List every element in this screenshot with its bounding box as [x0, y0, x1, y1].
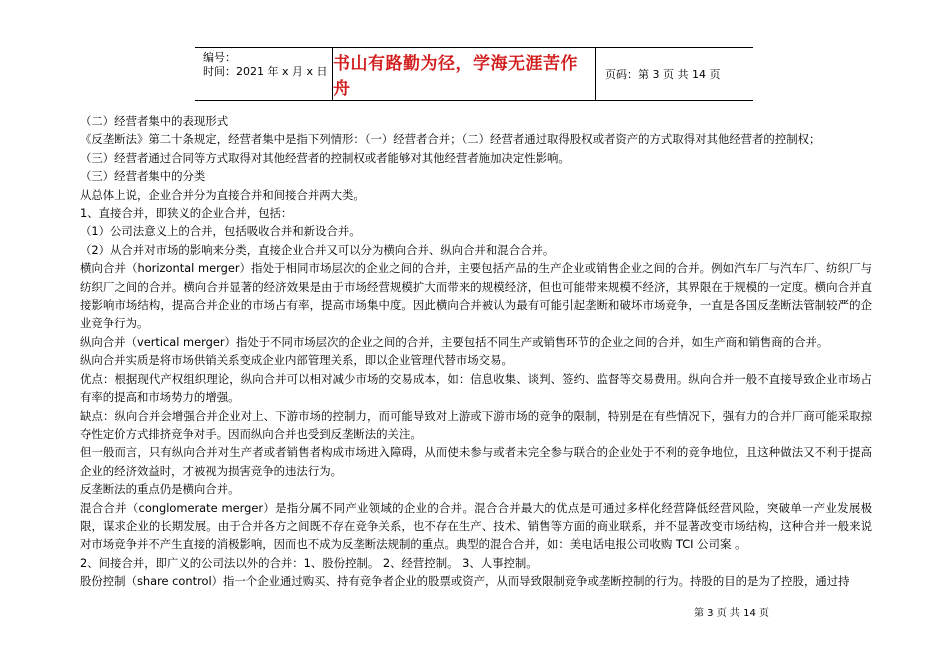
- paragraph: 纵向合并（vertical merger）指处于不同市场层次的企业之间的合并，主要包括不同生产或销售环节的企业之间的合并，如生产商和销售商的合并。: [80, 334, 829, 349]
- document-body: [80, 112, 872, 591]
- paragraph: 横向合并（horizontal merger）指处于相同市场层次的企业之间的合并，主要包括产品的生产企业或销售企业之间的合并。例如汽车厂与汽车厂、纺织厂与纺织厂之间的合并。横向合并显著的经济效果是由于市场经营规模扩大而带来的规模经济，但也可能带来规模不经济，其界限在于规模的一定度。横向合并直接影响市场结构，提高合并企业的市场占有率，提高市场集中度。因此横向合并被认为最有可能引起垄断和破坏市场竞争，一直是各国反垄断法管制较严的企业竞争行为。: [80, 261, 872, 331]
- paragraph: 反垄断法的重点仍是横向合并。: [80, 482, 240, 497]
- paragraph: 从总体上说，企业合并分为直接合并和间接合并两大类。: [80, 187, 365, 202]
- header-motto: 书山有路勤为径，学海无涯苦作舟: [333, 48, 596, 100]
- paragraph: 纵向合并实质是将市场供销关系变成企业内部管理关系，即以企业管理代替市场交易。: [80, 353, 513, 368]
- document-number: 编号：: [203, 51, 236, 64]
- paragraph: （1）公司法意义上的合并，包括吸收合并和新设合并。: [80, 224, 361, 239]
- paragraph: 股份控制（share control）指一个企业通过购买、持有竞争者企业的股票或资产，从而导致限制竞争或垄断控制的行为。持股的目的是为了控股，通过持: [80, 574, 850, 589]
- document-time: 时间：2021 年 x 月 x 日: [203, 65, 328, 78]
- paragraph: 2、间接合并，即广义的公司法以外的合并：1、股份控制。 2、经营控制。 3、人事控制。: [80, 555, 538, 570]
- paragraph: （二）经营者集中的表现形式: [80, 114, 229, 128]
- paragraph: 缺点：纵向合并会增强合并企业对上、下游市场的控制力，而可能导致对上游或下游市场的竞争的限制，特别是在有些情况下，强有力的合并厂商可能采取掠夺性定价方式排挤竞争对手。因而纵向合并也受到反垄断法的关注。: [80, 408, 872, 441]
- paragraph: 优点：根据现代产权组织理论，纵向合并可以相对减少市场的交易成本，如：信息收集、谈判、签约、监督等交易费用。纵向合并一般不直接导致企业市场占有率的提高和市场势力的增强。: [80, 371, 872, 405]
- paragraph: 《反垄断法》第二十条规定，经营者集中是指下列情形：（一）经营者合并；（二）经营者通过取得股权或者资产的方式取得对其他经营者的控制权；: [80, 132, 821, 147]
- header-page-number: 页码：第 3 页 共 14 页: [605, 68, 721, 81]
- paragraph: （2）从合并对市场的影响来分类，直接企业合并又可以分为横向合并、纵向合并和混合合并。: [80, 242, 555, 257]
- paragraph: 但一般而言，只有纵向合并对生产者或者销售者构成市场进入障碍，从而使未参与或者未完全参与联合的企业处于不利的竞争地位，且这种做法又不利于提高企业的经济效益时，才被视为损害竞争的违法行为。: [80, 445, 872, 478]
- paragraph: （三）经营者集中的分类: [80, 169, 206, 184]
- paragraph: （三）经营者通过合同等方式取得对其他经营者的控制权或者能够对其他经营者施加决定性影响。: [80, 150, 570, 165]
- header-meta-cell: [195, 48, 333, 100]
- paragraph: 混合合并（conglomerate merger）是指分属不同产业领域的企业的合并。混合合并最大的优点是可通过多样化经营降低经营风险，突破单一产业发展极限，谋求企业的长期发展。由于合并各方之间既不存在竞争关系，也不存在生产、技术、销售等方面的商业联系，并不显著改变市场结构，这种合并一般来说对市场竞争并不产生直接的消极影响，因而也不成为反垄断法规制的重点。典型的混合合并，如：美电话电报公司收购 TCI 公司案 。: [80, 500, 872, 552]
- page-footer: 第 3 页 共 14 页: [694, 608, 769, 619]
- paragraph: 1、直接合并，即狭义的企业合并，包括：: [80, 206, 293, 221]
- page-header: [195, 47, 753, 101]
